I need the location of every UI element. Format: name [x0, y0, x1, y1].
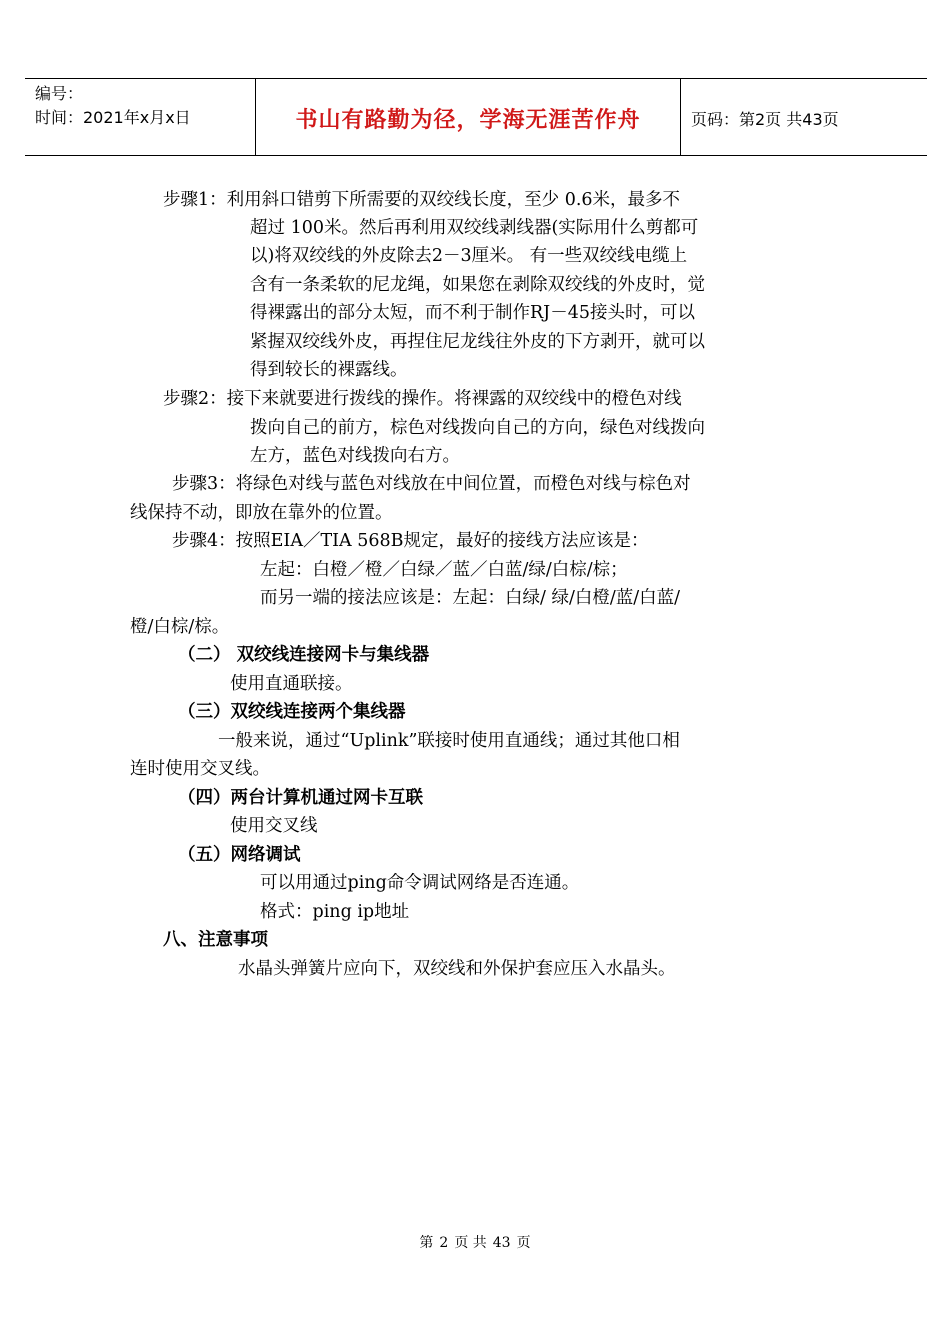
body-line: 而另一端的接法应该是：左起：白绿/ 绿/白橙/蓝/白蓝/: [260, 588, 681, 608]
body-line: 得裸露出的部分太短，而不利于制作RJ－45接头时，可以: [250, 303, 695, 323]
body-line: 超过 100米。然后再利用双绞线剥线器(实际用什么剪都可: [250, 218, 699, 238]
section-heading: （三）双绞线连接两个集线器: [178, 702, 406, 722]
document-header: [25, 78, 927, 156]
header-center-cell: [255, 79, 681, 155]
body-line: 使用直通联接。: [230, 674, 353, 694]
header-left-cell: [25, 79, 255, 155]
section-heading: （五）网络调试: [178, 845, 301, 865]
body-line: 含有一条柔软的尼龙绳，如果您在剥除双绞线的外皮时，觉: [250, 275, 705, 295]
body-line: 水晶头弹簧片应向下，双绞线和外保护套应压入水晶头。: [238, 959, 676, 979]
body-line: 一般来说，通过“Uplink”联接时使用直通线；通过其他口相: [218, 731, 680, 751]
body-line: 可以用通过ping命令调试网络是否连通。: [260, 873, 580, 893]
section-heading: 八、注意事项: [163, 930, 268, 950]
body-line: 橙/白棕/棕。: [130, 617, 230, 637]
footer-prefix: 第: [419, 1235, 434, 1251]
body-line: 拨向自己的前方，棕色对线拨向自己的方向，绿色对线拨向: [250, 418, 705, 438]
footer-mid: 页 共: [454, 1235, 487, 1251]
section-heading: （四）两台计算机通过网卡互联: [178, 788, 423, 808]
header-page-label: 页码：第2页 共43页: [691, 110, 839, 129]
body-line: 使用交叉线: [230, 816, 318, 836]
body-line: 以)将双绞线的外皮除去2－3厘米。 有一些双绞线电缆上: [250, 246, 688, 266]
body-line: 步骤1：利用斜口错剪下所需要的双绞线长度，至少 0.6米，最多不: [163, 190, 681, 210]
footer-page-number: 2: [439, 1235, 449, 1251]
body-line: 紧握双绞线外皮，再捏住尼龙线往外皮的下方剥开，就可以: [250, 332, 705, 352]
body-line: 连时使用交叉线。: [130, 759, 270, 779]
header-right-cell: [681, 79, 927, 155]
body-line: 左起：白橙／橙／白绿／蓝／白蓝/绿/白棕/棕；: [260, 560, 628, 580]
body-line: 格式：ping ip地址: [260, 902, 410, 922]
footer-suffix: 页: [516, 1235, 531, 1251]
section-heading: （二） 双绞线连接网卡与集线器: [178, 645, 430, 665]
body-line: 步骤4：按照EIA／TIA 568B规定，最好的接线方法应该是：: [172, 531, 649, 551]
header-code-label: 编号：: [35, 84, 84, 103]
page-footer: [0, 1232, 950, 1252]
header-time-label: 时间：2021年x月x日: [35, 108, 191, 127]
body-line: 步骤2：接下来就要进行拨线的操作。将裸露的双绞线中的橙色对线: [163, 389, 682, 409]
body-line: 线保持不动，即放在靠外的位置。: [130, 503, 393, 523]
footer-page-total: 43: [492, 1235, 511, 1251]
body-line: 左方，蓝色对线拨向右方。: [250, 446, 460, 466]
header-motto: 书山有路勤为径，学海无涯苦作舟: [295, 108, 641, 133]
body-line: 得到较长的裸露线。: [250, 360, 408, 380]
body-line: 步骤3：将绿色对线与蓝色对线放在中间位置，而橙色对线与棕色对: [172, 474, 691, 494]
